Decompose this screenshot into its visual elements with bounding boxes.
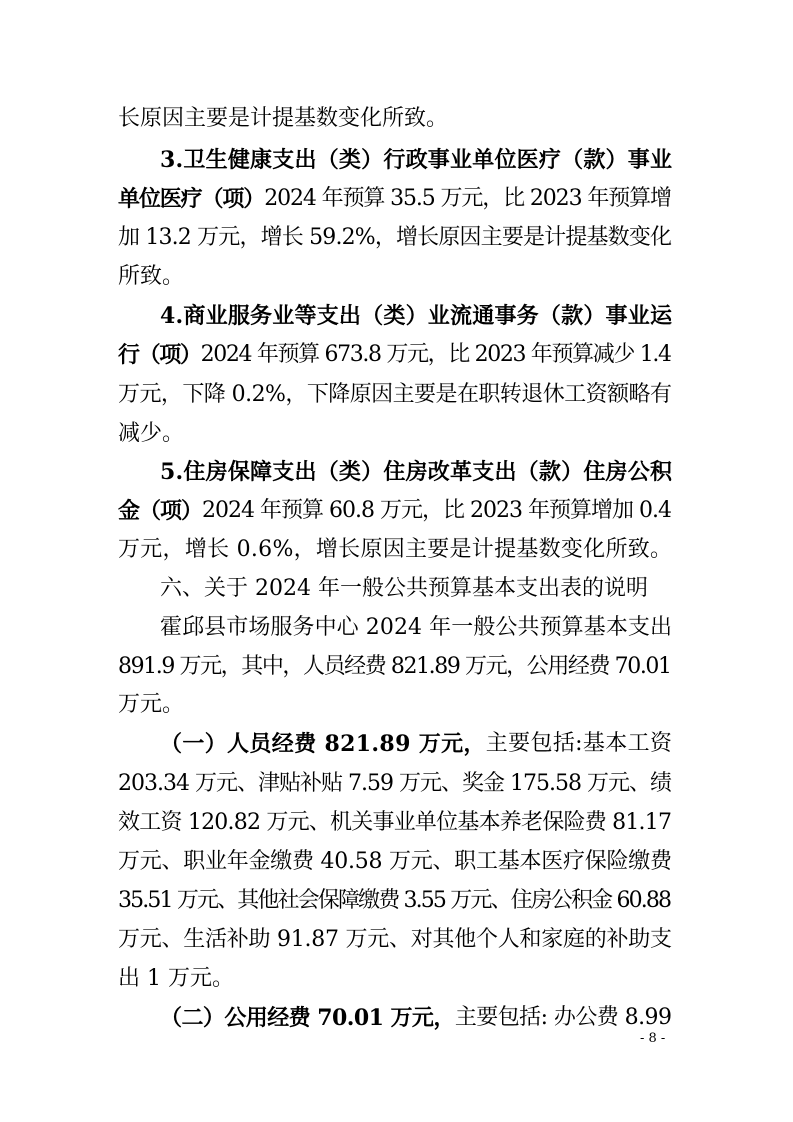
text-segment: 所致。: [118, 264, 185, 289]
page-number: - 8 -: [640, 1031, 666, 1046]
text-line: [0, 180, 793, 218]
text-segment: 203.34 万元、津贴补贴 7.59 万元、奖金 175.58 万元、绩: [118, 771, 671, 796]
text-segment: 2024 年预算 60.8 万元，比 2023 年预算增加 0.4: [202, 498, 671, 523]
text-line: [0, 376, 793, 414]
text-line: [0, 843, 793, 881]
text-segment: 2024 年预算 35.5 万元，比 2023 年预算增: [264, 186, 671, 211]
text-segment: 出 1 万元。: [118, 966, 234, 991]
bold-text: 5.住房保障支出（类）住房改革支出（款）住房公积: [160, 459, 673, 485]
text-segment: 万元、职业年金缴费 40.58 万元、职工基本医疗保险缴费: [118, 849, 672, 874]
text-line: [0, 453, 793, 491]
text-line: [0, 258, 793, 296]
text-line: [0, 921, 793, 959]
bold-text: 行（项）: [118, 342, 201, 368]
text-line: [0, 336, 793, 374]
text-line: [0, 960, 793, 998]
text-segment: 六、关于 2024 年一般公共预算基本支出表的说明: [160, 576, 648, 601]
text-line: [0, 999, 793, 1037]
text-line: [0, 648, 793, 686]
text-segment: 万元、生活补助 91.87 万元、对其他个人和家庭的补助支: [118, 927, 672, 952]
text-line: [0, 609, 793, 647]
text-line: [0, 765, 793, 803]
text-segment: 加 13.2 万元，增长 59.2%，增长原因主要是计提基数变化: [118, 225, 672, 250]
text-segment: 长原因主要是计提基数变化所致。: [118, 106, 449, 131]
text-segment: 891.9 万元，其中，人员经费 821.89 万元，公用经费 70.01: [118, 654, 671, 679]
bold-text: （一）人员经费 821.89 万元，: [160, 731, 486, 757]
bold-text: 3.卫生健康支出（类）行政事业单位医疗（款）事业: [160, 147, 673, 173]
bold-text: （二）公用经费 70.01 万元，: [160, 1005, 455, 1031]
text-segment: 万元。: [118, 692, 185, 717]
bold-text: 金（项）: [118, 498, 203, 524]
text-segment: 2024 年预算 673.8 万元，比 2023 年预算减少 1.4: [200, 342, 671, 367]
text-line: [0, 804, 793, 842]
text-segment: 霍邱县市场服务中心 2024 年一般公共预算基本支出: [160, 615, 673, 640]
text-line: [0, 100, 793, 138]
text-line: [0, 686, 793, 724]
text-line: [0, 725, 793, 763]
text-segment: 减少。: [118, 421, 185, 446]
bold-text: 4.商业服务业等支出（类）业流通事务（款）事业运: [160, 303, 673, 329]
text-line: [0, 141, 793, 179]
text-segment: 主要包括:基本工资: [485, 731, 673, 756]
bold-text: 单位医疗（项）: [118, 186, 265, 212]
text-line: [0, 297, 793, 335]
text-segment: 万元，下降 0.2%，下降原因主要是在职转退休工资额略有: [118, 382, 672, 407]
text-segment: 主要包括: 办公费 8.99: [454, 1005, 672, 1030]
text-line: [0, 415, 793, 453]
text-segment: 效工资 120.82 万元、机关事业单位基本养老保险费 81.17: [118, 810, 672, 835]
text-segment: 万元，增长 0.6%，增长原因主要是计提基数变化所致。: [118, 537, 673, 562]
text-line: [0, 492, 793, 530]
text-segment: 35.51 万元、其他社会保障缴费 3.55 万元、住房公积金 60.88: [118, 888, 671, 913]
text-line: [0, 219, 793, 257]
text-line: [0, 570, 793, 608]
text-line: [0, 531, 793, 569]
text-line: [0, 882, 793, 920]
